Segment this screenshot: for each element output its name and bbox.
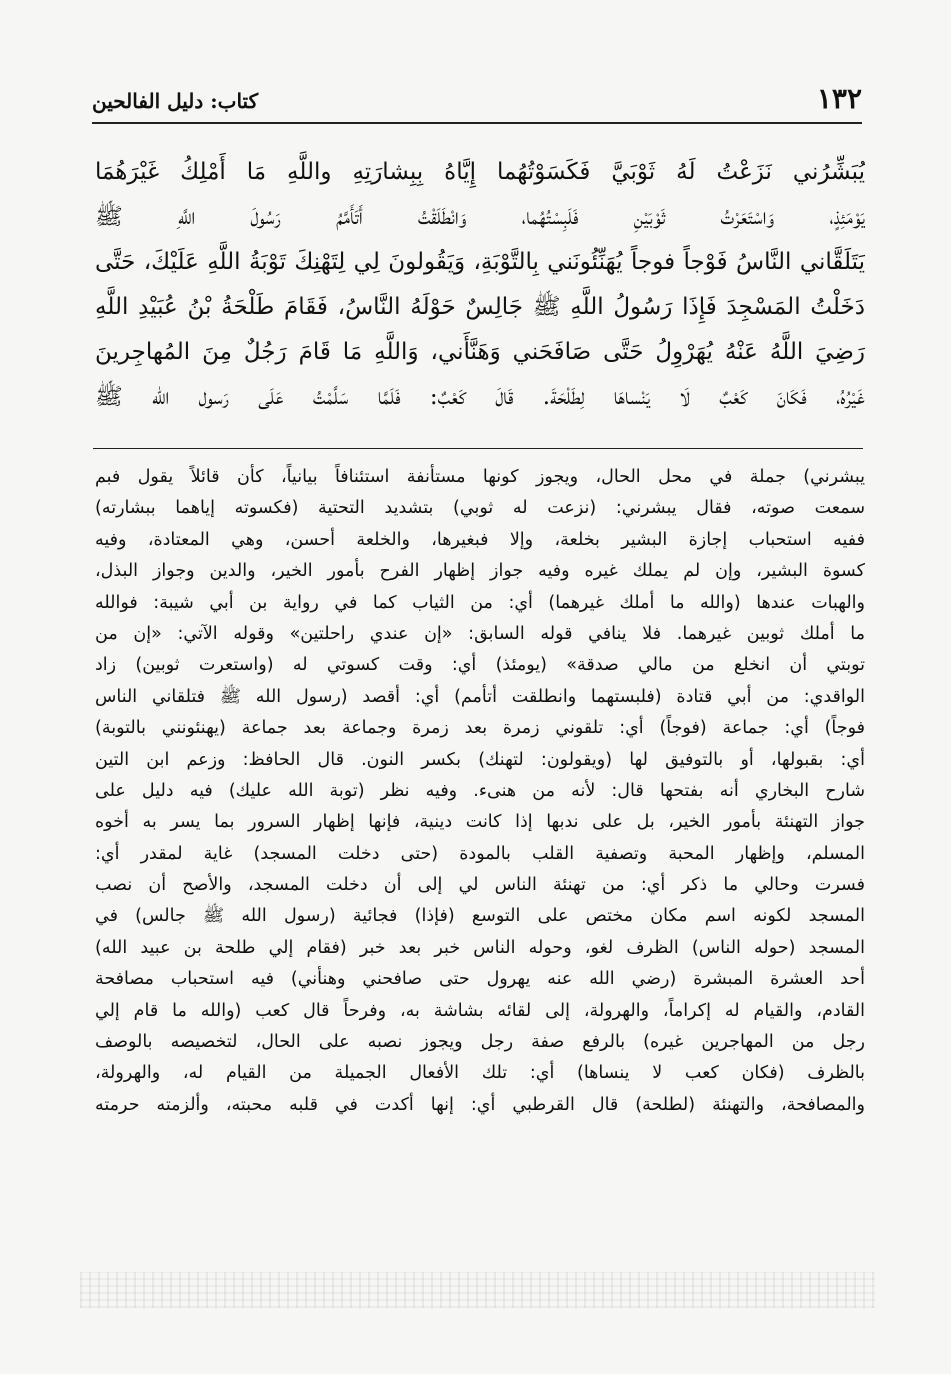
commentary-line: رجل من المهاجرين غيره) بالرفع صفة رجل ويجوز نصبه على الحال، لتخصيصه بالوصف [95, 1032, 865, 1053]
page-bottom-ornament [80, 1272, 875, 1308]
page-number: ١٣٢ [816, 82, 862, 115]
commentary-line: شارح البخاري أنه بفتحها قال: لأنه من هنىء. وفيه نظر (توبة الله عليك) فيه دليل على [95, 780, 865, 801]
hadith-line: غَيْرُهُ، فَكَانَ كَعْبٌ لَا يَنْساهَا لِطَلْحَةَ. قَالَ كَعْبٌ: فَلَمَّا سَلَّمْتُ عَلَى رَسول الله ﷺ [95, 384, 865, 410]
commentary-line: كسوة البشير، وإن لم يملك غيره وفيه جواز إظهار الفرح بأمور الخير، والدين وجواز البذل، [95, 561, 865, 582]
commentary-line: فوجاً) أي: جماعة (فوجاً) أي: تلقوني زمرة بعد زمرة وجماعة بعد جماعة (يهنئونني بالتوبة) [95, 718, 865, 739]
commentary-line: جواز التهنئة بأمور الخير، بل على ندبها إذا كانت دينية، فإنها إظهار السرور بما يسر به أخوه [95, 812, 865, 833]
commentary-line: المسجد (حوله الناس) الظرف لغو، وحوله الناس خبر بعد خبر (فقام إلي طلحة بن عبيد الله) [95, 937, 865, 958]
commentary-line: أحد العشرة المبشرة (رضي الله عنه يهرول حتى صافحني وهنأني) فيه استحباب مصافحة [95, 969, 865, 990]
hadith-line: دَخَلْتُ المَسْجِدَ فَإِذَا رَسُولُ اللَّهِ ﷺ جَالِسٌ حَوْلَهُ النَّاسُ، فَقَامَ طَلْحَةُ بْنُ عُبَيْدِ اللَّهِ [95, 294, 865, 320]
commentary-line: القادم، والقيام له إكراماً، والهرولة، إلى لقائه بشاشة به، وفرحاً قال كعب (والله ما قام إلي [95, 1000, 865, 1021]
commentary-line: المسلم، وإظهار المحبة وتصفية القلب بالمودة (حتى دخلت المسجد) غاية لمقدر أي: [95, 843, 865, 864]
hadith-line: يَتَلَقَّاني النَّاسُ فَوْجاً فوجاً يُهَنِّئُونَني بِالتَّوْبَةِ، وَيَقُولونَ لِي لِتَهْنِكَ تَوْبَةُ اللَّهِ عَلَيْكَ، حَتَّى [95, 249, 865, 275]
commentary-line: فسرت وحالي ما ذكر أي: من تهنئة الناس لي إلى أن دخلت المسجد، والأصح أن نصب [95, 875, 865, 896]
commentary-line: ففيه استحباب إجازة البشير بخلعة، وإلا فبغيرها، والخلعة أحسن، وهي المعتادة، وفيه [95, 529, 865, 550]
commentary-line: يبشرني) جملة في محل الحال، ويجوز كونها مستأنفة استئنافاً بيانياً، كأن قائلاً يقول فبم [95, 467, 865, 487]
commentary-line: ما أملك ثوبين غيرهما. فلا ينافي قوله السابق: «إن عندي راحلتين» وقوله الآتي: «إن من [95, 623, 865, 644]
commentary-line: والمصافحة، والتهنئة (لطلحة) قال القرطبي أي: إنها أكدت في قلبه محبته، وألزمته حرمته [95, 1094, 865, 1115]
commentary-line: توبتي أن انخلع من مالي صدقة» (يومئذ) أي: وقت كسوتي له (واستعرت ثوبين) زاد [95, 655, 865, 676]
hadith-line: يَوْمَئِذٍ، وَاسْتَعَرْتُ ثَوْبَيْنِ فَلَبِسْتُهُما، وَانْطَلَقْتُ أَتَأَمَّمُ رَسُولَ اللَّهِ ﷺ [95, 204, 865, 230]
book-title: كتاب: دليل الفالحين [92, 89, 259, 113]
page-header [92, 82, 862, 124]
commentary-line: الواقدي: من أبي قتادة (فلبستهما وانطلقت أتأمم) أي: أقصد (رسول الله ﷺ فتلقاني الناس [95, 686, 865, 707]
commentary-line: بالظرف (فكان كعب لا ينساها) أي: تلك الأفعال الجميلة من القيام له، والهرولة، [95, 1063, 865, 1084]
hadith-line: يُبَشِّرُني نَزَعْتُ لَهُ ثَوْبَيَّ فَكَسَوْتُهُما إِيَّاهُ بِبِشارَتِهِ واللَّهِ مَا أَمْلِكُ غَيْرَهُمَا [95, 159, 865, 185]
hadith-line: رَضِيَ اللَّهُ عَنْهُ يُهَرْوِلُ حَتَّى صَافَحَني وَهَنَّأَني، وَاللَّهِ مَا قَامَ رَجُلٌ مِنَ المُهاجِرينَ [95, 339, 865, 365]
section-divider [93, 448, 863, 449]
commentary-text [95, 462, 865, 1121]
commentary-line: والهبات عندها (والله ما أملك غيرهما) أي: من الثياب كما في رواية بن أبي شيبة: فوالله [95, 592, 865, 613]
commentary-line: المسجد لكونه اسم مكان مختص على التوسع (فإذا) فجائية (رسول الله ﷺ جالس) في [95, 906, 865, 927]
commentary-line: سمعت صوته، فقال يبشرني: (نزعت له ثوبي) بتشديد التحتية (فكسوته إياهما ببشارته) [95, 498, 865, 519]
hadith-text [95, 150, 865, 420]
commentary-line: أي: بقبولها، أو بالتوفيق لها (ويقولون: لتهنك) بكسر النون. قال الحافظ: وزعم ابن التين [95, 749, 865, 770]
